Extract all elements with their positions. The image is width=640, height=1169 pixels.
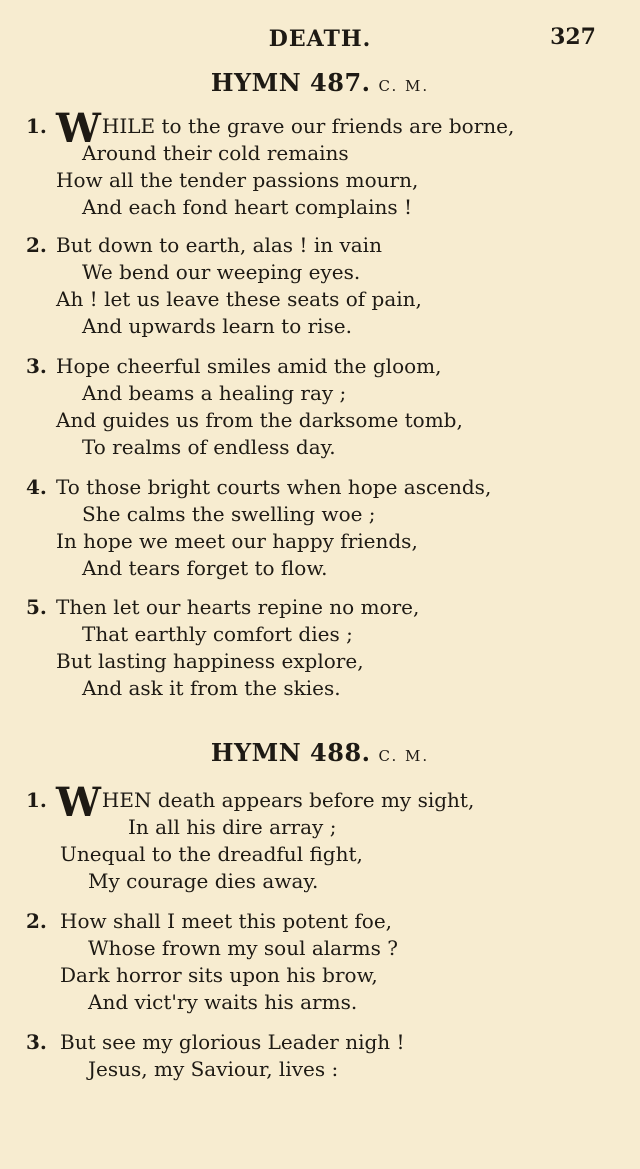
stanza-line [0, 353, 600, 380]
line-text: How shall I meet this potent foe, [60, 909, 393, 933]
stanza-line: In hope we meet our happy friends, [56, 529, 418, 553]
stanza-number: 3. [26, 1030, 47, 1054]
stanza-line: Unequal to the dreadful fight, [60, 842, 363, 866]
stanza-line: To realms of endless day. [82, 435, 336, 459]
drop-cap: W [56, 779, 101, 826]
stanza-line: And guides us from the darksome tomb, [56, 408, 463, 432]
stanza-line [0, 105, 600, 152]
stanza-line: Around their cold remains [82, 141, 349, 165]
stanza [0, 474, 600, 582]
hymn-number: HYMN 487. [210, 68, 371, 97]
stanza-line: And upwards learn to rise. [82, 314, 352, 338]
stanza [0, 594, 600, 702]
line-text: HEN death appears before my sight, [101, 788, 475, 812]
stanza-line: And ask it from the skies. [82, 676, 341, 700]
stanza-line: Dark horror sits upon his brow, [60, 963, 378, 987]
stanza-line [0, 232, 600, 259]
stanza-number: 1. [26, 788, 47, 812]
stanza-line: She calms the swelling woe ; [82, 502, 376, 526]
stanza-number: 5. [26, 595, 47, 619]
stanza-line: And beams a healing ray ; [82, 381, 347, 405]
hymn-number: HYMN 488. [210, 738, 371, 767]
line-text: HILE to the grave our friends are borne, [101, 114, 515, 138]
line-text: Hope cheerful smiles amid the gloom, [56, 354, 442, 378]
hymn-title [0, 68, 640, 97]
stanza [0, 908, 600, 1016]
stanza-number: 2. [26, 909, 47, 933]
line-text: To those bright courts when hope ascends, [56, 475, 492, 499]
stanza-line: My courage dies away. [88, 869, 319, 893]
stanza-line [0, 908, 600, 935]
hymn-title [0, 738, 640, 767]
hymn-meter: C. M. [378, 77, 430, 95]
stanza [0, 1029, 600, 1083]
line-text: But down to earth, alas ! in vain [56, 233, 382, 257]
stanza-line: Ah ! let us leave these seats of pain, [56, 287, 422, 311]
stanza-line: Whose frown my soul alarms ? [88, 936, 398, 960]
line-text: Then let our hearts repine no more, [56, 595, 420, 619]
stanza-line: And each fond heart complains ! [82, 195, 413, 219]
stanza-line: And tears forget to flow. [82, 556, 328, 580]
stanza-number: 1. [26, 114, 47, 138]
stanza [0, 105, 600, 221]
stanza-line [0, 474, 600, 501]
stanza-line: We bend our weeping eyes. [82, 260, 361, 284]
stanza-number: 2. [26, 233, 47, 257]
stanza-line: How all the tender passions mourn, [56, 168, 419, 192]
stanza-line: That earthly comfort dies ; [82, 622, 353, 646]
page-number: 327 [550, 24, 596, 50]
stanza-line [0, 594, 600, 621]
stanza-line: But lasting happiness explore, [56, 649, 364, 673]
stanza [0, 232, 600, 340]
stanza-line: Jesus, my Saviour, lives : [88, 1057, 339, 1081]
line-text: But see my glorious Leader nigh ! [60, 1030, 405, 1054]
stanza [0, 779, 600, 895]
stanza-number: 3. [26, 354, 47, 378]
stanza-number: 4. [26, 475, 47, 499]
hymn-meter: C. M. [378, 747, 430, 765]
stanza [0, 353, 600, 461]
stanza-line: In all his dire array ; [128, 815, 337, 839]
stanza-line [0, 779, 600, 826]
running-head: DEATH. [268, 26, 372, 52]
stanza-line [0, 1029, 600, 1056]
drop-cap: W [56, 105, 101, 152]
stanza-line: And vict'ry waits his arms. [88, 990, 358, 1014]
